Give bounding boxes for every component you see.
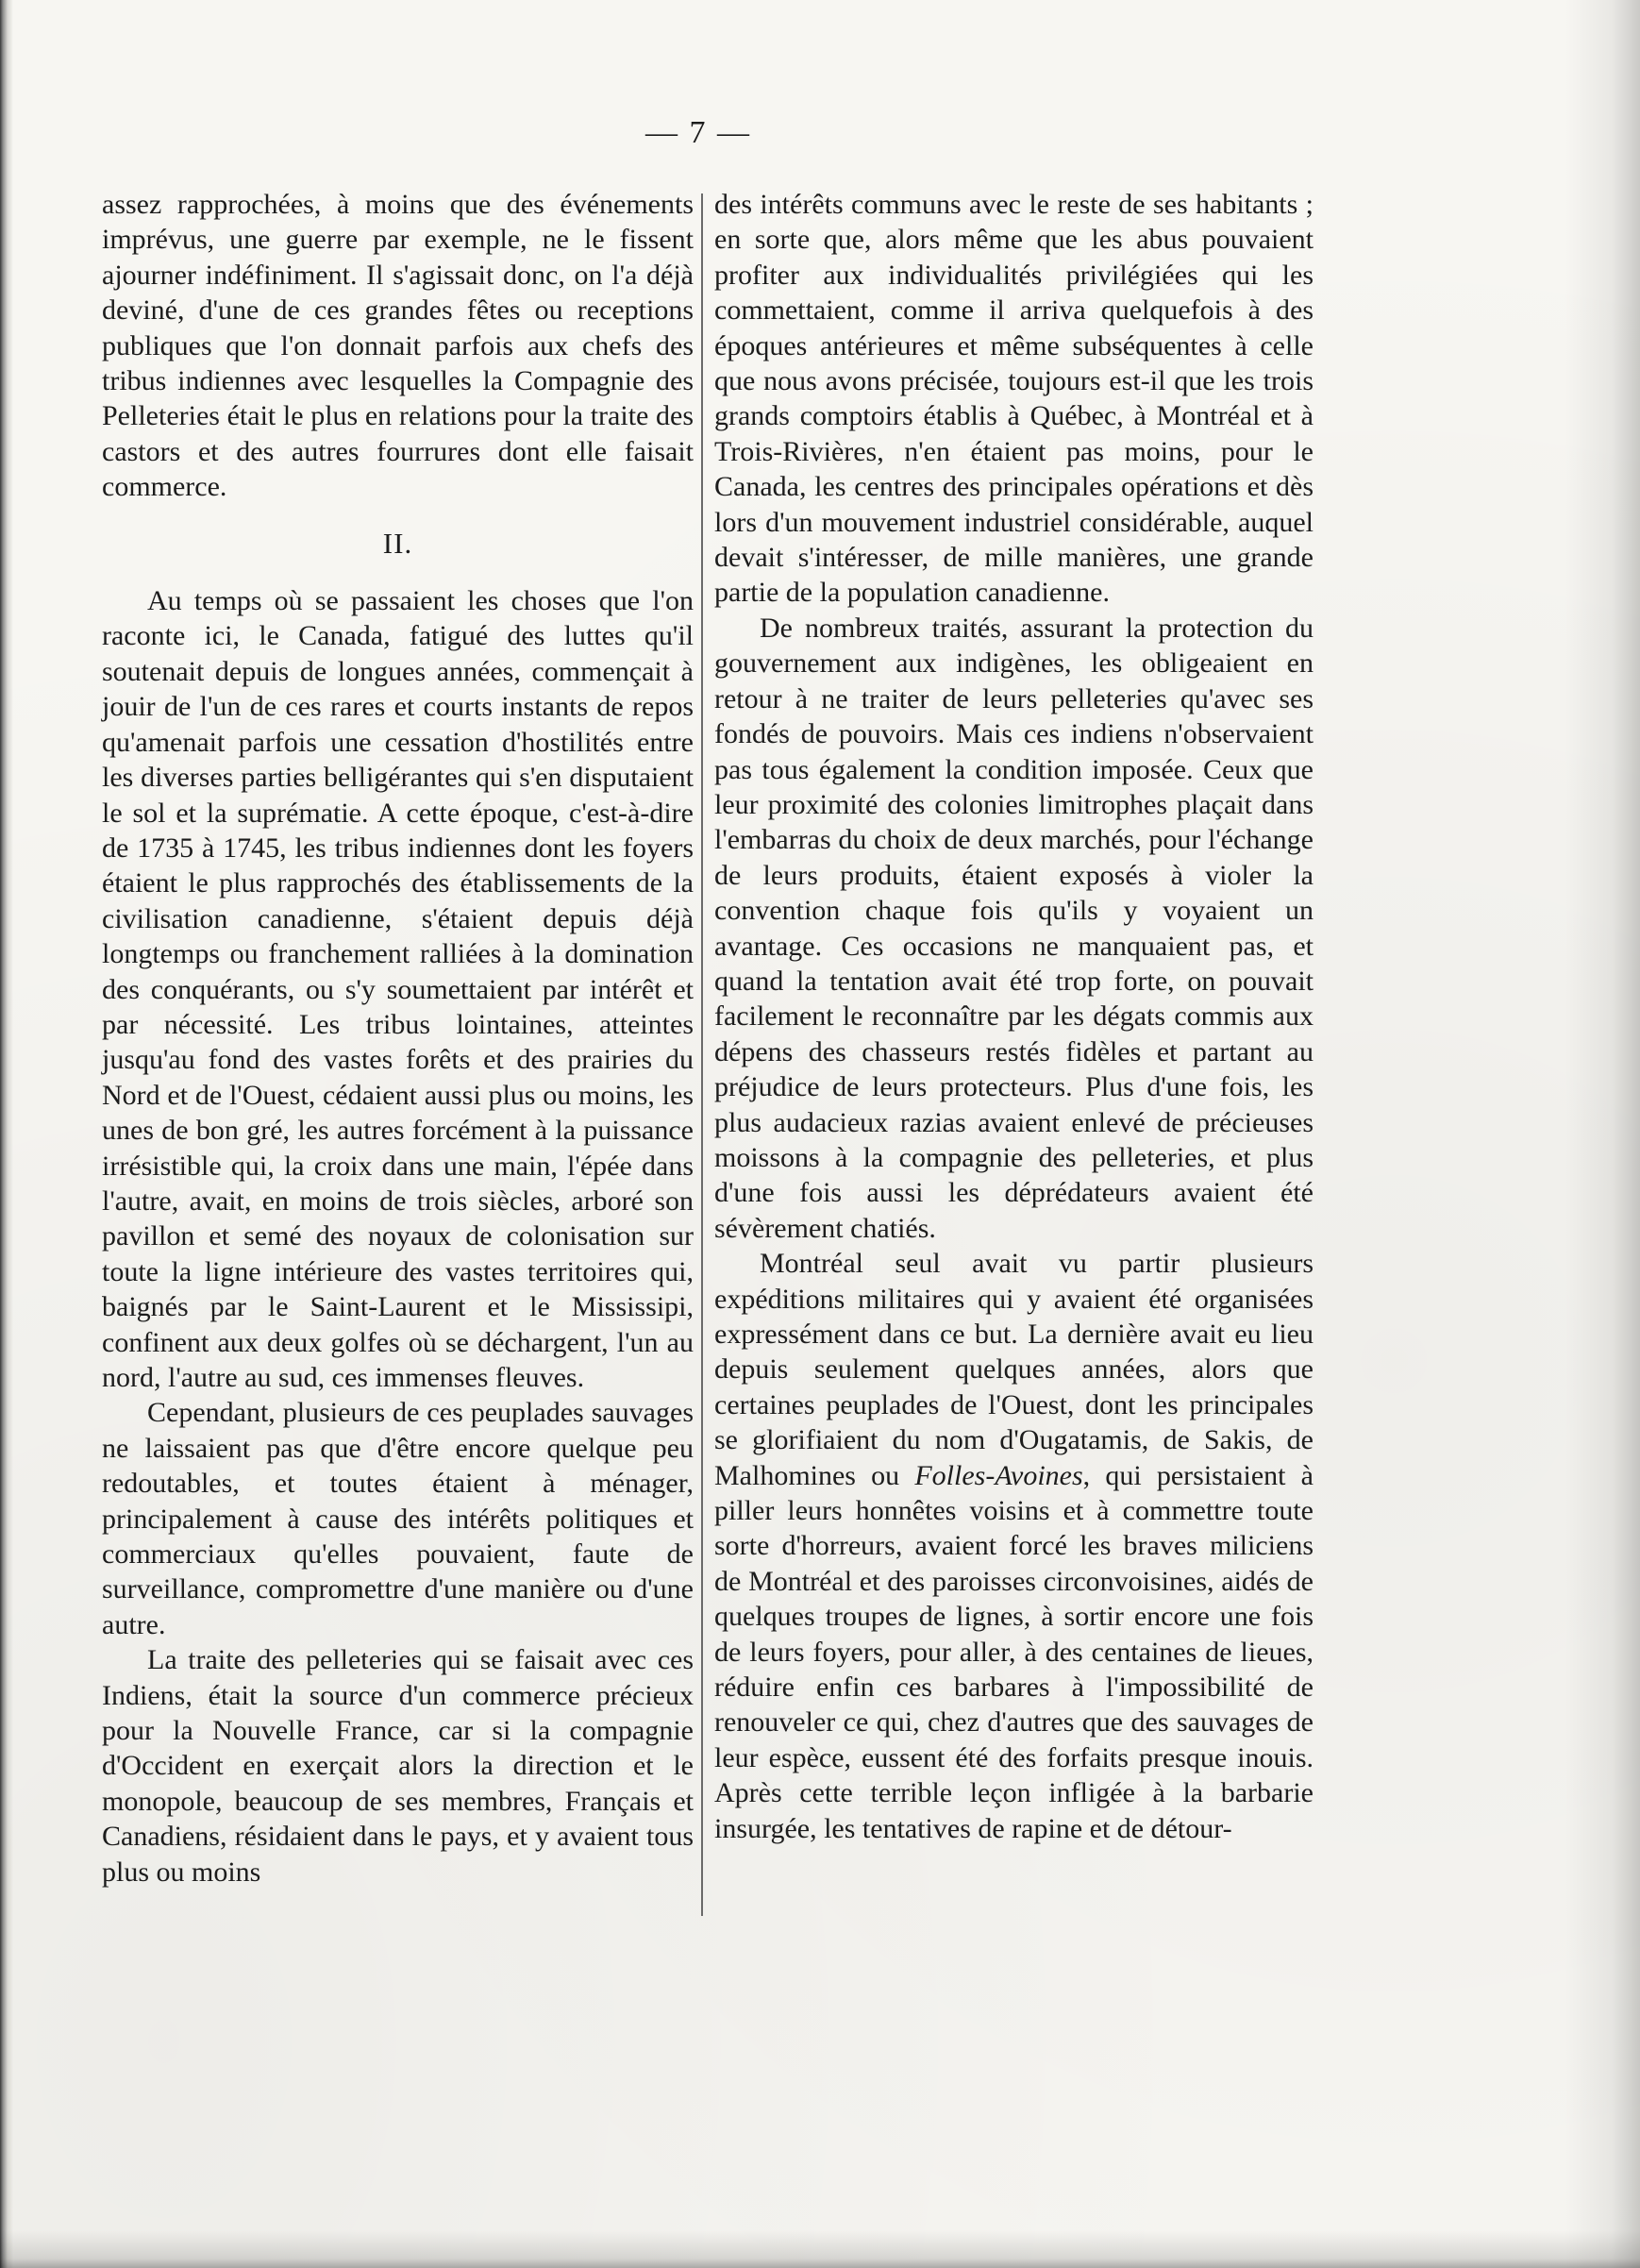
- right-paragraph-3-start: Montréal seul avait vu partir plusieurs expéditions militaires qui y avaient été organisées expressément dans ce but. La dernière avait eu lieu depuis seulement quelques années, alors que certaines peuplades de l'Ouest, dont les principales se glorifiaient du nom d'Ougatamis, de Sakis, de Malhomines ou: [714, 1248, 1314, 1491]
- page-bottom-edge-shadow: [0, 2230, 1640, 2268]
- left-column: [102, 187, 694, 1890]
- left-paragraph-2: Au temps où se passaient les choses que l'on raconte ici, le Canada, fatigué des luttes qu'il soutenait depuis de longues années, commençait à jouir de l'un de ces rares et courts instants de repos qu'amenait parfois une cessation d'hostilités entre les diverses parties belligérantes qui s'en disputaient le sol et la suprématie. A cette époque, c'est-à-dire de 1735 à 1745, les tribus indiennes dont les foyers étaient le plus rapprochés des établissements de la civilisation canadienne, s'étaient depuis déjà longtemps ou franchement ralliées à la domination des conquérants, ou s'y soumettaient par intérêt et par nécessité. Les tribus lointaines, atteintes jusqu'au fond des vastes forêts et des prairies du Nord et de l'Ouest, cédaient aussi plus ou moins, les unes de bon gré, les autres forcément à la puissance irrésistible qui, la croix dans une main, l'épée dans l'autre, avait, en moins de trois siècles, arboré son pavillon et semé des noyaux de colonisation sur toute la ligne intérieure des vastes territoires qui, baignés par le Saint-Laurent et le Mississipi, confinent aux deux golfes où se déchargent, l'un au nord, l'autre au sud, ces immenses fleuves.: [102, 585, 694, 1393]
- right-paragraph-3: [714, 1246, 1314, 1846]
- right-column: [714, 187, 1314, 1846]
- left-paragraph-1: assez rapprochées, à moins que des événements imprévus, une guerre par exemple, ne le fissent ajourner indéfiniment. Il s'agissait donc, on l'a déjà deviné, d'une de ces grandes fêtes ou receptions publiques que l'on donnait parfois aux chefs des tribus indiennes avec lesquelles la Compagnie des Pelleteries était le plus en relations pour la traite des castors et des autres fourrures dont elle faisait commerce.: [102, 189, 694, 503]
- page-right-edge-shadow: [1565, 0, 1640, 2268]
- page-left-edge-shadow: [0, 0, 13, 2268]
- section-heading: II.: [382, 526, 413, 560]
- right-paragraph-3-end: , qui persistaient à piller leurs honnêtes voisins et à commettre toute sorte d'horreurs, avaient forcé les braves miliciens de Montréal et des paroisses circonvoisines, aidés de quelques troupes de lignes, à sortir encore une fois de leurs foyers, pour aller, à des centaines de lieues, réduire enfin ces barbares à l'impossibilité de renouveler ce qui, chez d'autres que des sauvages de leur espèce, eussent été des forfaits presque inouis. Après cette terrible leçon infligée à la barbarie insurgée, les tentatives de rapine et de détour-: [714, 1459, 1314, 1844]
- left-paragraph-4: La traite des pelleteries qui se faisait avec ces Indiens, était la source d'un commerce précieux pour la Nouvelle France, car si la compagnie d'Occident en exerçait alors la direction et le monopole, beaucoup de ses membres, Français et Canadiens, résidaient dans le pays, et y avaient tous plus ou moins: [102, 1644, 694, 1888]
- right-paragraph-1: des intérêts communs avec le reste de ses habitants ; en sorte que, alors même que les abus pouvaient profiter aux individualités privilégiées qui les commettaient, comme il arriva quelquefois à des époques antérieures et même subséquentes à celle que nous avons précisée, toujours est-il que les trois grands comptoirs établis à Québec, à Montréal et à Trois-Rivières, n'en étaient pas moins, pour le Canada, les centres des principales opérations et dès lors d'un mouvement industriel considérable, auquel devait s'intéresser, de mille manières, une grande partie de la population canadienne.: [714, 189, 1314, 609]
- column-divider: [701, 193, 703, 1916]
- page-number: — 7 —: [645, 115, 751, 150]
- italic-term-folles-avoines: Folles-Avoines: [914, 1459, 1083, 1491]
- right-paragraph-2: De nombreux traités, assurant la protection du gouvernement aux indigènes, les obligeaient en retour à ne traiter de leurs pelleteries qu'avec ses fondés de pouvoirs. Mais ces indiens n'observaient pas tous également la condition imposée. Ceux que leur proximité des colonies limitrophes plaçait dans l'embarras du choix de deux marchés, pour l'échange de leurs produits, étaient exposés à violer la convention chaque fois qu'ils y voyaient un avantage. Ces occasions ne manquaient pas, et quand la tentation avait été trop forte, on pouvait facilement le reconnaître par les dégats commis aux dépens des chasseurs restés fidèles et partant au préjudice de leurs protecteurs. Plus d'une fois, les plus audacieux razias avaient enlevé de précieuses moissons à la compagnie des pelleteries, et plus d'une fois aussi les déprédateurs avaient été sévèrement chatiés.: [714, 612, 1314, 1244]
- left-paragraph-3: Cependant, plusieurs de ces peuplades sauvages ne laissaient pas que d'être encore quelque peu redoutables, et toutes étaient à ménager, principalement à cause des intérêts politiques et commerciaux qu'elles pouvaient, faute de surveillance, compromettre d'une manière ou d'une autre.: [102, 1397, 694, 1640]
